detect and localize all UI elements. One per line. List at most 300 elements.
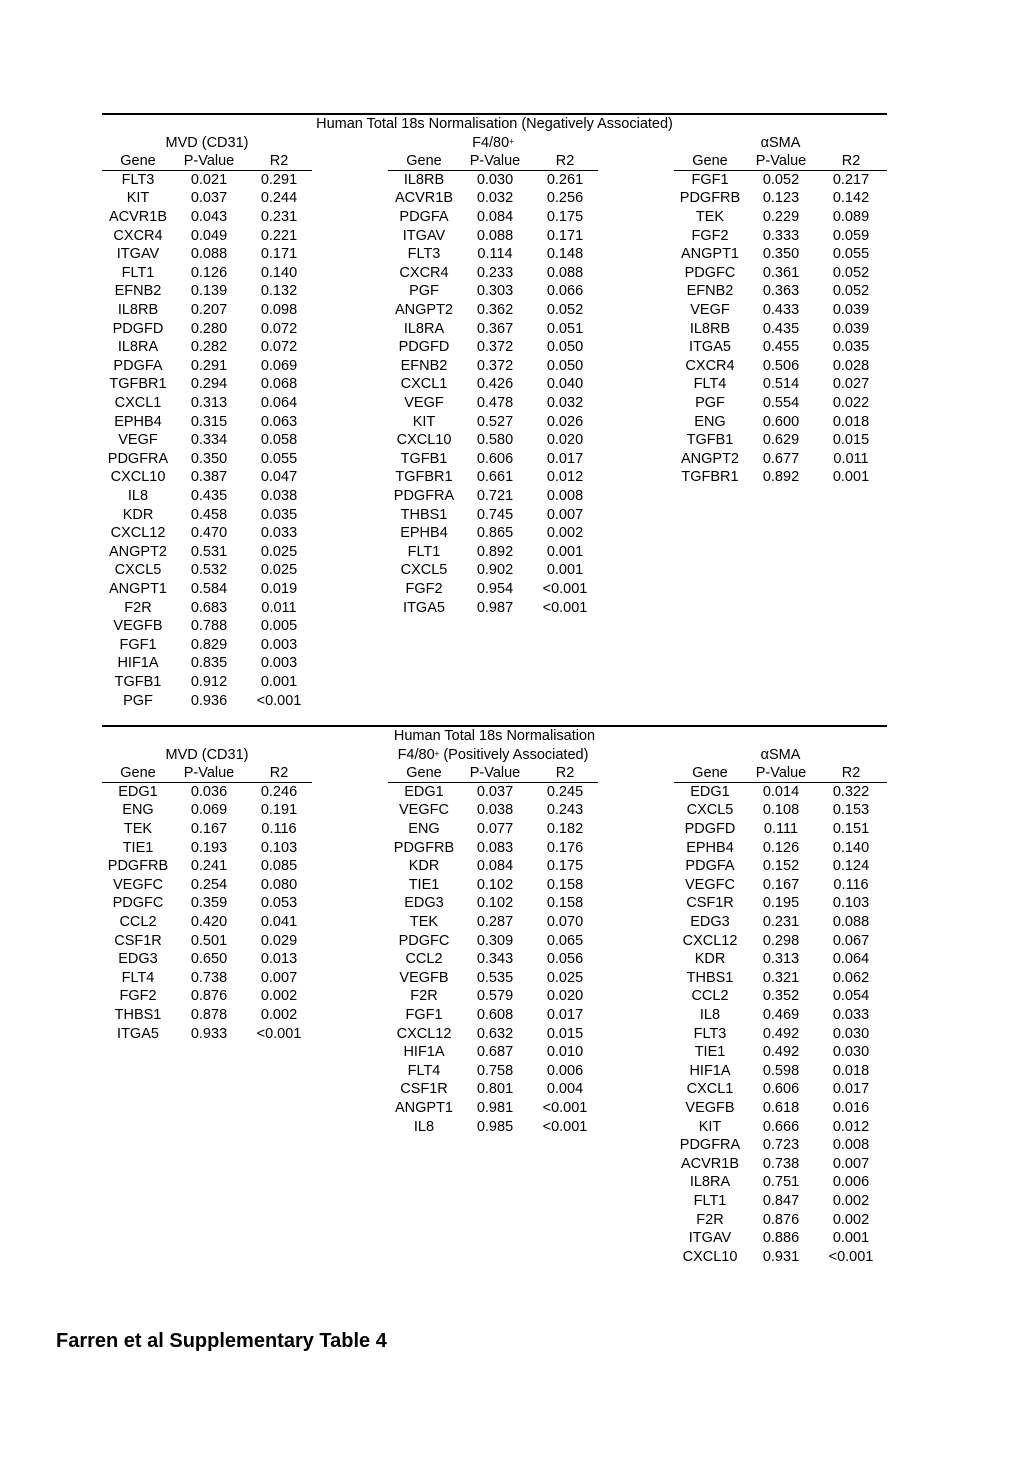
table-row	[674, 468, 887, 487]
gene-cell: VEGFC	[399, 802, 449, 819]
table-row	[102, 282, 312, 301]
gene-cell: PDGFD	[684, 821, 736, 837]
table-row	[674, 839, 887, 858]
gene-cell: IL8	[699, 1007, 721, 1023]
gene-cell: CXCR4	[113, 227, 163, 244]
r2-cell: 0.322	[832, 783, 870, 800]
table-row	[388, 1080, 598, 1099]
p-value-cell: 0.287	[476, 914, 514, 930]
p-value-cell: 0.037	[190, 190, 228, 207]
table-row	[674, 783, 887, 802]
table-row	[388, 1025, 598, 1044]
table-row	[674, 189, 887, 208]
group-f4-80	[388, 725, 598, 1136]
table-row	[674, 375, 887, 394]
table-row	[388, 487, 598, 506]
p-value-cell: 0.043	[190, 209, 228, 225]
r2-cell: 0.053	[260, 895, 298, 912]
group-name: F4/80	[397, 746, 435, 763]
gene-cell: EPHB4	[686, 839, 734, 856]
p-value-cell: 0.892	[762, 469, 800, 486]
gene-cell: EPHB4	[400, 525, 448, 542]
gene-cell: F2R	[410, 988, 438, 1005]
r2-cell: 0.015	[832, 432, 870, 449]
table-row	[388, 171, 598, 190]
r2-cell: 0.158	[546, 876, 584, 893]
r2-cell: 0.062	[832, 969, 870, 986]
table-row	[102, 987, 312, 1006]
gene-cell: FLT1	[121, 264, 155, 281]
r2-cell: 0.116	[833, 876, 869, 893]
p-value-cell: 0.931	[762, 1248, 800, 1265]
p-value-cell: 0.352	[762, 988, 800, 1005]
p-value-cell: 0.084	[476, 858, 514, 875]
r2-cell: 0.035	[260, 506, 298, 523]
r2-cell: 0.008	[832, 1137, 870, 1154]
r2-cell: 0.176	[546, 839, 584, 856]
r2-cell: 0.008	[546, 488, 584, 504]
gene-cell: FGF1	[405, 1007, 443, 1023]
p-value-cell: 0.677	[762, 450, 800, 467]
p-value-cell: 0.751	[762, 1174, 800, 1191]
gene-cell: TEK	[123, 821, 153, 837]
gene-cell: CSF1R	[400, 1081, 448, 1098]
table-row	[388, 580, 598, 599]
gene-cell: CXCL1	[114, 395, 162, 411]
p-value-cell: 0.478	[476, 395, 514, 411]
p-value-cell: 0.083	[476, 839, 514, 856]
column-header: P-Value	[183, 765, 235, 782]
r2-cell: 0.017	[546, 450, 584, 467]
table-row	[102, 673, 312, 692]
p-value-cell: 0.126	[190, 264, 228, 281]
p-value-cell: 0.037	[476, 783, 514, 800]
table-row	[102, 357, 312, 376]
table-row	[388, 1006, 598, 1025]
table-row	[674, 1248, 887, 1267]
gene-cell: TGFB1	[400, 450, 448, 467]
gene-cell: VEGF	[118, 432, 158, 449]
gene-cell: PDGFC	[684, 264, 736, 281]
p-value-cell: 0.606	[476, 450, 514, 467]
p-value-cell: 0.650	[190, 951, 228, 968]
table-row	[388, 394, 598, 413]
p-value-cell: 0.902	[476, 562, 514, 579]
table-row	[388, 320, 598, 339]
table-row	[102, 208, 312, 227]
r2-cell: <0.001	[542, 599, 588, 616]
table-row	[388, 876, 598, 895]
gene-cell: CCL2	[691, 988, 729, 1005]
r2-cell: 0.151	[832, 821, 870, 837]
r2-cell: 0.029	[260, 932, 298, 949]
table-row	[388, 264, 598, 283]
r2-cell: 0.016	[832, 1100, 870, 1116]
p-value-cell: 0.114	[477, 246, 513, 263]
r2-cell: 0.245	[546, 783, 584, 800]
column-header: Gene	[406, 153, 442, 170]
r2-cell: 0.085	[260, 858, 298, 875]
table-row	[388, 987, 598, 1006]
table-row	[102, 894, 312, 913]
p-value-cell: 0.372	[476, 357, 514, 374]
column-header: R2	[841, 765, 861, 782]
p-value-cell: 0.254	[190, 876, 228, 893]
r2-cell: 0.002	[832, 1193, 870, 1209]
p-value-cell: 0.721	[476, 488, 514, 504]
table-row	[102, 599, 312, 618]
p-value-cell: 0.579	[476, 988, 514, 1005]
column-header-row	[388, 152, 598, 171]
p-value-cell: 0.723	[762, 1137, 800, 1154]
p-value-cell: 0.195	[762, 895, 800, 912]
table-row	[102, 692, 312, 711]
gene-cell: CXCL5	[114, 562, 162, 579]
gene-cell: TGFB1	[114, 674, 162, 690]
table-row	[388, 227, 598, 246]
r2-cell: 0.064	[260, 395, 298, 411]
gene-cell: ENG	[408, 821, 440, 837]
gene-cell: ENG	[694, 413, 726, 430]
gene-cell: PDGFRB	[679, 190, 741, 207]
r2-cell: 0.243	[546, 802, 584, 819]
p-value-cell: 0.865	[476, 525, 514, 542]
r2-cell: 0.064	[832, 951, 870, 968]
table-row	[102, 820, 312, 839]
gene-cell: EFNB2	[686, 283, 734, 300]
r2-cell: 0.140	[832, 839, 870, 856]
p-value-cell: 0.233	[476, 264, 514, 281]
r2-cell: 0.050	[546, 357, 584, 374]
p-value-cell: 0.632	[476, 1025, 514, 1042]
p-value-cell: 0.987	[476, 599, 514, 616]
p-value-cell: 0.313	[762, 951, 800, 968]
gene-cell: FLT1	[693, 1193, 727, 1209]
gene-cell: FLT3	[121, 171, 155, 188]
gene-cell: IL8RB	[689, 320, 731, 337]
group-header-label	[102, 134, 312, 153]
p-value-cell: 0.102	[476, 876, 514, 893]
r2-cell: 0.011	[261, 599, 297, 616]
p-value-cell: 0.350	[190, 450, 228, 467]
group-name-superscript: +	[434, 748, 440, 758]
p-value-cell: 0.032	[476, 190, 514, 207]
gene-cell: VEGFB	[399, 969, 449, 986]
p-value-cell: 0.309	[476, 932, 514, 949]
r2-cell: 0.070	[546, 914, 584, 930]
gene-cell: ANGPT2	[394, 302, 453, 318]
table-row	[102, 320, 312, 339]
gene-cell: PDGFRA	[107, 450, 169, 467]
table-row	[102, 413, 312, 432]
column-header: R2	[269, 765, 289, 782]
r2-cell: 0.006	[546, 1062, 584, 1079]
r2-cell: <0.001	[256, 692, 302, 709]
r2-cell: 0.261	[546, 171, 584, 188]
p-value-cell: 0.038	[476, 802, 514, 819]
p-value-cell: 0.291	[190, 357, 228, 374]
gene-cell: IL8RA	[403, 320, 445, 337]
gene-cell: TIE1	[408, 876, 440, 893]
table-row	[102, 301, 312, 320]
r2-cell: 0.039	[832, 320, 870, 337]
group-header-label	[388, 746, 598, 765]
table-row	[388, 282, 598, 301]
r2-cell: 0.010	[546, 1044, 584, 1061]
r2-cell: 0.221	[260, 227, 298, 244]
table-row	[674, 227, 887, 246]
table-row	[674, 394, 887, 413]
gene-cell: TEK	[695, 209, 725, 225]
p-value-cell: 0.492	[762, 1025, 800, 1042]
r2-cell: 0.089	[832, 209, 870, 225]
gene-cell: THBS1	[400, 506, 448, 523]
gene-cell: IL8RB	[117, 302, 159, 318]
p-value-cell: 0.229	[762, 209, 800, 225]
table-row	[674, 894, 887, 913]
p-value-cell: 0.847	[762, 1193, 800, 1209]
p-value-cell: 0.102	[476, 895, 514, 912]
table-row	[674, 1006, 887, 1025]
gene-cell: FLT4	[407, 1062, 441, 1079]
p-value-cell: 0.933	[190, 1025, 228, 1042]
p-value-cell: 0.936	[190, 692, 228, 709]
gene-cell: ANGPT1	[680, 246, 739, 263]
group-header	[388, 134, 598, 153]
p-value-cell: 0.030	[476, 171, 514, 188]
table-row	[102, 876, 312, 895]
table-row	[674, 1118, 887, 1137]
r2-cell: 0.003	[260, 636, 298, 653]
table-row	[674, 264, 887, 283]
p-value-cell: 0.088	[476, 227, 514, 244]
table-row	[102, 580, 312, 599]
gene-cell: VEGFB	[113, 618, 163, 635]
p-value-cell: 0.021	[190, 171, 228, 188]
table-row	[102, 394, 312, 413]
r2-cell: 0.020	[546, 988, 584, 1005]
p-value-cell: 0.077	[476, 821, 514, 837]
table-row	[674, 357, 887, 376]
gene-cell: VEGF	[404, 395, 444, 411]
gene-cell: EPHB4	[114, 413, 162, 430]
group-header	[674, 746, 887, 765]
group-alpha-sma	[674, 725, 887, 1266]
r2-cell: 0.041	[260, 914, 298, 930]
p-value-cell: 0.126	[762, 839, 800, 856]
r2-cell: 0.052	[546, 302, 584, 318]
p-value-cell: 0.683	[190, 599, 228, 616]
table-row	[388, 208, 598, 227]
column-header-row	[674, 152, 887, 171]
p-value-cell: 0.492	[762, 1044, 800, 1061]
table-row	[674, 282, 887, 301]
p-value-cell: 0.294	[190, 376, 228, 393]
r2-cell: 0.067	[832, 932, 870, 949]
table-row	[102, 468, 312, 487]
gene-cell: ACVR1B	[394, 190, 454, 207]
p-value-cell: 0.878	[190, 1007, 228, 1023]
gene-cell: FGF2	[405, 581, 443, 597]
gene-cell: KDR	[694, 951, 726, 968]
p-value-cell: 0.666	[762, 1118, 800, 1135]
p-value-cell: 0.372	[476, 339, 514, 356]
p-value-cell: 0.608	[476, 1007, 514, 1023]
p-value-cell: 0.738	[190, 969, 228, 986]
table-row	[102, 1006, 312, 1025]
r2-cell: 0.051	[546, 320, 584, 337]
p-value-cell: 0.334	[190, 432, 228, 449]
table-row	[102, 245, 312, 264]
table-row	[102, 264, 312, 283]
table-title: Human Total 18s Normalisation	[393, 728, 596, 744]
r2-cell: 0.007	[260, 969, 298, 986]
r2-cell: <0.001	[542, 581, 588, 597]
table-title: Human Total 18s Normalisation (Negatively Associated)	[316, 116, 673, 132]
gene-cell: IL8RA	[689, 1174, 731, 1191]
p-value-cell: 0.745	[476, 506, 514, 523]
r2-cell: 0.103	[260, 839, 298, 856]
table-row	[674, 913, 887, 932]
table-row	[102, 969, 312, 988]
r2-cell: <0.001	[542, 1100, 588, 1116]
table-row	[102, 1025, 312, 1044]
gene-cell: PGF	[409, 283, 439, 300]
table-row	[674, 876, 887, 895]
column-header: Gene	[406, 765, 442, 782]
table-row	[102, 171, 312, 190]
r2-cell: 0.088	[832, 914, 870, 930]
p-value-cell: 0.501	[190, 932, 228, 949]
gene-cell: VEGFC	[113, 876, 163, 893]
table-row	[102, 857, 312, 876]
p-value-cell: 0.123	[762, 190, 800, 207]
p-value-cell: 0.554	[762, 395, 800, 411]
group-f4-80	[388, 113, 598, 617]
r2-cell: 0.012	[546, 469, 584, 486]
gene-cell: ANGPT2	[108, 543, 167, 560]
table-row	[102, 617, 312, 636]
table-row	[388, 783, 598, 802]
r2-cell: 0.088	[546, 264, 584, 281]
p-value-cell: 0.600	[762, 413, 800, 430]
p-value-cell: 0.580	[476, 432, 514, 449]
r2-cell: 0.026	[546, 413, 584, 430]
r2-cell: 0.103	[832, 895, 870, 912]
p-value-cell: 0.458	[190, 506, 228, 523]
column-header: P-Value	[469, 153, 521, 170]
r2-cell: 0.015	[546, 1025, 584, 1042]
r2-cell: 0.033	[832, 1007, 870, 1023]
gene-cell: TIE1	[694, 1044, 726, 1061]
r2-cell: 0.148	[546, 246, 584, 263]
r2-cell: 0.246	[260, 783, 298, 800]
table-row	[388, 950, 598, 969]
gene-cell: CXCR4	[685, 357, 735, 374]
r2-cell: 0.065	[546, 932, 584, 949]
gene-cell: CXCL10	[682, 1248, 738, 1265]
r2-cell: 0.003	[260, 655, 298, 672]
r2-cell: 0.001	[260, 674, 298, 690]
r2-cell: 0.244	[260, 190, 298, 207]
table-row	[388, 1043, 598, 1062]
gene-cell: CXCL1	[400, 376, 448, 393]
r2-cell: 0.002	[260, 988, 298, 1005]
table-row	[388, 357, 598, 376]
table-row	[674, 1229, 887, 1248]
gene-cell: FGF1	[119, 636, 157, 653]
p-value-cell: 0.738	[762, 1155, 800, 1172]
r2-cell: 0.001	[546, 562, 584, 579]
table-row	[388, 820, 598, 839]
p-value-cell: 0.435	[190, 488, 228, 504]
p-value-cell: 0.321	[762, 969, 800, 986]
gene-cell: ITGA5	[117, 1025, 159, 1042]
group-name: MVD (CD31)	[165, 746, 249, 763]
table-row	[674, 1211, 887, 1230]
gene-cell: EDG1	[404, 783, 444, 800]
table-row	[674, 820, 887, 839]
gene-cell: CCL2	[119, 914, 157, 930]
column-header: Gene	[692, 765, 728, 782]
gene-cell: EFNB2	[114, 283, 162, 300]
r2-cell: 0.153	[832, 802, 870, 819]
table-row	[388, 245, 598, 264]
table-row	[102, 654, 312, 673]
gene-cell: KIT	[412, 413, 436, 430]
gene-cell: FGF2	[691, 227, 729, 244]
table-row	[388, 543, 598, 562]
group-header-label	[674, 746, 887, 765]
gene-cell: CXCL12	[682, 932, 738, 949]
column-header-row	[388, 764, 598, 783]
p-value-cell: 0.363	[762, 283, 800, 300]
column-header: P-Value	[755, 153, 807, 170]
table-row	[674, 1099, 887, 1118]
column-header: P-Value	[183, 153, 235, 170]
group-name-suffix: (Positively Associated)	[439, 746, 589, 763]
gene-cell: EDG1	[118, 783, 158, 800]
p-value-cell: 0.014	[762, 783, 800, 800]
p-value-cell: 0.954	[476, 581, 514, 597]
r2-cell: 0.007	[546, 506, 584, 523]
p-value-cell: 0.527	[476, 413, 514, 430]
r2-cell: 0.191	[260, 802, 298, 819]
table-row	[102, 338, 312, 357]
table-row	[388, 932, 598, 951]
r2-cell: 0.066	[546, 283, 584, 300]
p-value-cell: 0.801	[476, 1081, 514, 1098]
p-value-cell: 0.359	[190, 895, 228, 912]
group-name: F4/80	[472, 134, 510, 151]
gene-cell: FLT3	[693, 1025, 727, 1042]
gene-cell: CXCL5	[400, 562, 448, 579]
table-row	[388, 301, 598, 320]
gene-cell: THBS1	[686, 969, 734, 986]
gene-cell: CXCL1	[686, 1081, 734, 1098]
group-name: αSMA	[760, 134, 801, 151]
group-name-superscript: +	[509, 136, 514, 146]
gene-cell: HIF1A	[403, 1044, 445, 1061]
p-value-cell: 0.835	[190, 655, 228, 672]
p-value-cell: 0.981	[476, 1100, 514, 1116]
table-row	[674, 171, 887, 190]
r2-cell: 0.055	[832, 246, 870, 263]
table-row	[388, 801, 598, 820]
r2-cell: 0.022	[832, 395, 870, 411]
r2-cell: 0.005	[260, 618, 298, 635]
table-row	[388, 413, 598, 432]
